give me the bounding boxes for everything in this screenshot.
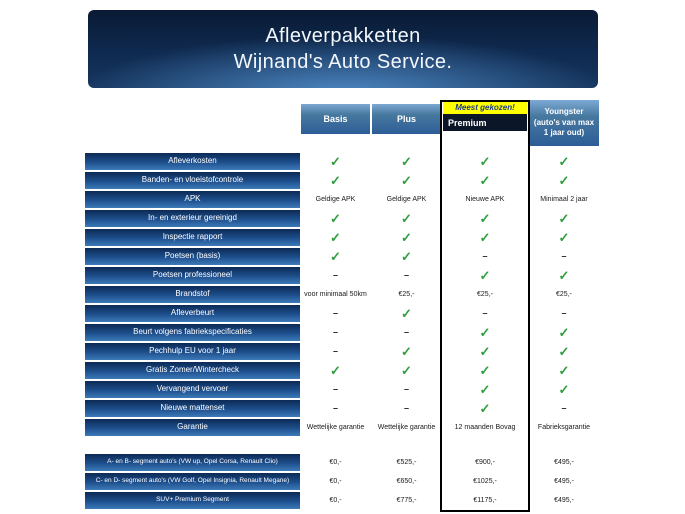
check-cell [442, 400, 528, 417]
column-youngster-header-cell [528, 100, 600, 148]
check-icon: ✓ [558, 363, 570, 378]
dash-cell [300, 324, 371, 341]
check-cell [371, 229, 442, 246]
value-cell: €25,- [528, 286, 600, 303]
check-icon: ✓ [330, 363, 341, 378]
dash-cell [371, 324, 442, 341]
dash-cell [528, 305, 600, 322]
check-icon: ✓ [558, 382, 570, 397]
check-icon: ✓ [479, 363, 491, 378]
check-icon: ✓ [401, 230, 412, 245]
dash-icon: – [482, 308, 488, 318]
package-comparison-table [85, 100, 600, 511]
check-cell [300, 172, 371, 189]
table-row [85, 248, 600, 265]
row-label: Nieuwe mattenset [85, 400, 300, 417]
check-icon: ✓ [330, 154, 341, 169]
column-plus-header-cell [371, 100, 442, 148]
dash-icon: – [403, 384, 409, 394]
table-row [85, 343, 600, 360]
row-label: SUV+ Premium Segment [85, 492, 300, 509]
check-cell [528, 210, 600, 227]
check-cell [528, 324, 600, 341]
banner [88, 10, 598, 88]
premium-most-chosen-badge: Meest gekozen! [443, 100, 527, 114]
value-cell: Wettelijke garantie [300, 419, 371, 436]
check-cell [528, 153, 600, 170]
check-icon: ✓ [558, 325, 570, 340]
value-cell: €495,- [528, 492, 600, 509]
check-icon: ✓ [558, 230, 570, 245]
table-row [85, 454, 600, 471]
table-row [85, 305, 600, 322]
check-cell [300, 210, 371, 227]
check-cell [528, 267, 600, 284]
dash-cell [371, 381, 442, 398]
value-cell: Geldige APK [371, 191, 442, 208]
check-icon: ✓ [479, 173, 491, 188]
value-cell: €525,- [371, 454, 442, 471]
check-icon: ✓ [330, 230, 341, 245]
check-cell [528, 381, 600, 398]
dash-icon: – [332, 346, 338, 356]
value-cell: €0,- [300, 492, 371, 509]
check-cell [442, 172, 528, 189]
check-icon: ✓ [401, 154, 412, 169]
check-icon: ✓ [479, 230, 491, 245]
column-header-youngster: Youngster (auto's van max 1 jaar oud) [529, 100, 599, 146]
dash-cell [300, 381, 371, 398]
row-label: Beurt volgens fabriekspecificaties [85, 324, 300, 341]
banner-title-line2: Wijnand's Auto Service. [233, 51, 453, 73]
table-row [85, 473, 600, 490]
row-label: Garantie [85, 419, 300, 436]
value-cell: 12 maanden Bovag [442, 419, 528, 436]
dash-cell [528, 248, 600, 265]
check-cell [528, 362, 600, 379]
dash-icon: – [561, 308, 567, 318]
check-icon: ✓ [401, 249, 412, 264]
row-label: Inspectie rapport [85, 229, 300, 246]
check-cell [442, 362, 528, 379]
check-cell [442, 324, 528, 341]
check-cell [371, 362, 442, 379]
table-row [85, 419, 600, 436]
value-cell: Fabrieksgarantie [528, 419, 600, 436]
check-icon: ✓ [479, 325, 491, 340]
check-cell [371, 305, 442, 322]
dash-cell [300, 267, 371, 284]
table-row [85, 267, 600, 284]
value-cell: €1175,- [442, 492, 528, 509]
check-cell [300, 229, 371, 246]
dash-icon: – [332, 327, 338, 337]
check-cell [371, 248, 442, 265]
column-header-plus: Plus [372, 104, 441, 134]
check-icon: ✓ [330, 211, 341, 226]
value-cell: Geldige APK [300, 191, 371, 208]
row-label: Poetsen professioneel [85, 267, 300, 284]
table-row [85, 191, 600, 208]
value-cell: Minimaal 2 jaar [528, 191, 600, 208]
check-icon: ✓ [330, 249, 341, 264]
column-header-premium: Premium [443, 114, 527, 131]
dash-cell [300, 343, 371, 360]
check-cell [371, 343, 442, 360]
row-label: In- en exterieur gereinigd [85, 210, 300, 227]
check-icon: ✓ [558, 211, 570, 226]
row-label: APK [85, 191, 300, 208]
check-icon: ✓ [401, 306, 412, 321]
dash-cell [442, 305, 528, 322]
table-row [85, 229, 600, 246]
check-icon: ✓ [558, 268, 570, 283]
value-cell: €25,- [371, 286, 442, 303]
dash-cell [371, 267, 442, 284]
check-cell [371, 172, 442, 189]
table-row [85, 324, 600, 341]
row-label: Banden- en vloeistofcontrole [85, 172, 300, 189]
dash-icon: – [403, 403, 409, 413]
check-icon: ✓ [558, 154, 570, 169]
header-label-spacer [85, 100, 300, 148]
dash-icon: – [561, 251, 567, 261]
column-premium-header-cell [442, 100, 528, 148]
row-label: Brandstof [85, 286, 300, 303]
table-row [85, 492, 600, 509]
check-cell [300, 248, 371, 265]
dash-cell [300, 400, 371, 417]
table-row [85, 210, 600, 227]
table-row [85, 153, 600, 170]
row-label: Afleverkosten [85, 153, 300, 170]
row-label: Poetsen (basis) [85, 248, 300, 265]
value-cell: Nieuwe APK [442, 191, 528, 208]
dash-icon: – [332, 384, 338, 394]
row-label: Vervangend vervoer [85, 381, 300, 398]
dash-cell [442, 248, 528, 265]
check-cell [300, 153, 371, 170]
row-label: Pechhulp EU voor 1 jaar [85, 343, 300, 360]
check-cell [442, 229, 528, 246]
check-icon: ✓ [479, 268, 491, 283]
check-icon: ✓ [479, 344, 491, 359]
dash-cell [300, 305, 371, 322]
check-cell [442, 267, 528, 284]
table-row [85, 362, 600, 379]
dash-icon: – [561, 403, 567, 413]
check-icon: ✓ [479, 382, 491, 397]
value-cell: €495,- [528, 454, 600, 471]
row-label: C- en D- segment auto's (VW Golf, Opel Insignia, Renault Megane) [85, 473, 300, 490]
table-row [85, 172, 600, 189]
value-cell: €25,- [442, 286, 528, 303]
value-cell: Wettelijke garantie [371, 419, 442, 436]
table-row [85, 400, 600, 417]
row-label: A- en B- segment auto's (VW up, Opel Corsa, Renault Clio) [85, 454, 300, 471]
dash-icon: – [403, 270, 409, 280]
dash-icon: – [403, 327, 409, 337]
check-cell [528, 343, 600, 360]
check-cell [442, 381, 528, 398]
row-label: Afleverbeurt [85, 305, 300, 322]
check-icon: ✓ [330, 173, 341, 188]
check-cell [528, 172, 600, 189]
value-cell: €775,- [371, 492, 442, 509]
value-cell: €495,- [528, 473, 600, 490]
value-cell: €650,- [371, 473, 442, 490]
column-header-basis: Basis [301, 104, 370, 134]
column-basis-header-cell [300, 100, 371, 148]
dash-icon: – [332, 403, 338, 413]
pricing-rows [85, 454, 600, 509]
check-icon: ✓ [401, 173, 412, 188]
check-icon: ✓ [401, 211, 412, 226]
check-cell [371, 153, 442, 170]
table-row [85, 286, 600, 303]
check-cell [442, 153, 528, 170]
dash-icon: – [332, 270, 338, 280]
check-icon: ✓ [558, 173, 570, 188]
dash-icon: – [332, 308, 338, 318]
check-icon: ✓ [558, 344, 570, 359]
check-icon: ✓ [479, 154, 491, 169]
value-cell: €0,- [300, 454, 371, 471]
banner-title-line1: Afleverpakketten [265, 25, 421, 47]
check-cell [442, 343, 528, 360]
check-icon: ✓ [479, 401, 491, 416]
check-cell [371, 210, 442, 227]
value-cell: voor minimaal 50km [300, 286, 371, 303]
table-header [85, 100, 600, 148]
value-cell: €900,- [442, 454, 528, 471]
check-icon: ✓ [401, 344, 412, 359]
value-cell: €0,- [300, 473, 371, 490]
check-icon: ✓ [401, 363, 412, 378]
dash-cell [528, 400, 600, 417]
check-icon: ✓ [479, 211, 491, 226]
dash-icon: – [482, 251, 488, 261]
row-label: Gratis Zomer/Wintercheck [85, 362, 300, 379]
value-cell: €1025,- [442, 473, 528, 490]
check-cell [528, 229, 600, 246]
check-cell [300, 362, 371, 379]
dash-cell [371, 400, 442, 417]
check-cell [442, 210, 528, 227]
feature-rows [85, 153, 600, 436]
table-row [85, 381, 600, 398]
